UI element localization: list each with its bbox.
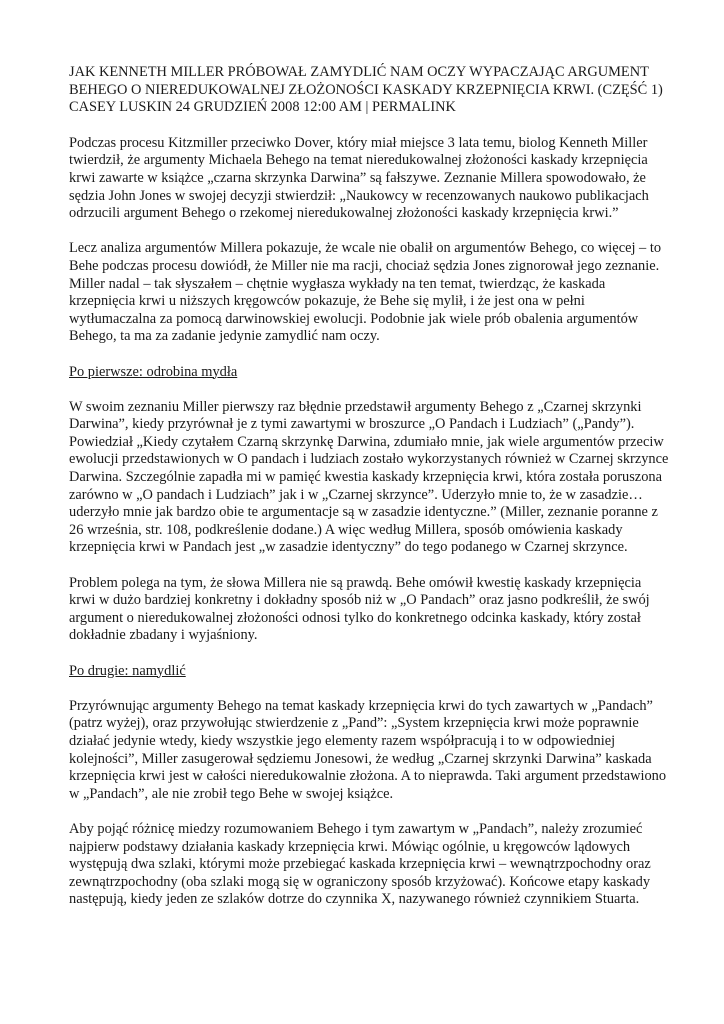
paragraph-section2-2: Aby pojąć różnicę miedzy rozumowaniem Behego i tym zawartym w „Pandach”, należy zrozumieć najpierw podstawy działania kaskady krzepnięcia krwi. Mówiąc ogólnie, u kręgowców lądowych występują dwa szlaki, którymi może przebiegać kaskada krzepnięcia krwi – wewnątrzpochodny oraz zewnątrzpochodny (oba szlaki mogą się w ograniczony sposób krzyżować). Końcowe etapy kaskady następują, kiedy jeden ze szlaków dotrze do czynnika X, nazywanego również czynnikiem Stuarta. <box>69 820 651 908</box>
paragraph-section2-1: Przyrównując argumenty Behego na temat kaskady krzepnięcia krwi do tych zawartych w „Pandach” (patrz wyżej), oraz przywołując stwierdzenie z „Pand”: „System krzepnięcia krwi może poprawnie działać jedynie wtedy, kiedy wszystkie jego elementy razem współpracują i to w odpowiedniej kolejności”, Miller zasugerował sędziemu Jonesowi, że według „Czarnej skrzynki Darwina” kaskada krzepnięcia krwi jest w całości nieredukowalnie złożona. A to nieprawda. Taki argument przedstawiono w „Pandach”, ale nie zrobił tego Behe w swojej książce. <box>69 697 667 802</box>
title-block <box>69 64 669 117</box>
article-byline: CASEY LUSKIN 24 GRUDZIEŃ 2008 12:00 AM | PERMALINK <box>69 99 456 116</box>
paragraph-intro-1: Podczas procesu Kitzmiller przeciwko Dover, który miał miejsce 3 lata temu, biolog Kenneth Miller twierdził, że argumenty Michaela Behego na temat nieredukowalnej złożoności kaskady krzepnięcia krwi zawarte w książce „czarna skrzynka Darwina” są fałszywe. Zeznanie Millera spowodowało, że sędzia John Jones w swojej decyzji stwierdził: „Naukowcy w recenzowanych naukowo publikacjach odrzucili argument Behego o rzekomej nieredukowalnej złożoności kaskady krzepnięcia krwi.” <box>69 134 649 222</box>
paragraph-section1-1: W swoim zeznaniu Miller pierwszy raz błędnie przedstawił argumenty Behego z „Czarnej skrzynki Darwina”, kiedy przyrównał je z tymi zawartymi w broszurce „O Pandach i Ludziach” („Pandy”). Powiedział „Kiedy czytałem Czarną skrzynkę Darwina, zdumiało mnie, jak wiele argumentów przeciw ewolucji przedstawionych w O pandach i ludziach zostało wykorzystanych również w Czarnej skrzynce Darwina. Szczególnie zapadła mi w pamięć kwestia kaskady krzepnięcia krwi, która została poruszona zarówno w „O pandach i Ludziach” jak i w „Czarnej skrzynce”. Uderzyło mnie to, że w zasadzie… uderzyło mnie jak bardzo obie te argumentacje są w zasadzie identyczne.” (Miller, zeznanie poranne z 26 września, str. 108, podkreślenie dodane.) A więc według Millera, sposób omówienia kaskady krzepnięcia krwi w Pandach jest „w zasadzie identyczny” do tego podanego w Czarnej skrzynce. <box>69 398 669 556</box>
section-heading-1: Po pierwsze: odrobina mydła <box>69 363 238 380</box>
paragraph-intro-2: Lecz analiza argumentów Millera pokazuje, że wcale nie obalił on argumentów Behego, co więcej – to Behe podczas procesu dowiódł, że Miller nie ma racji, chociaż sędzia Jones zignorował jego zeznanie. Miller nadal – tak słyszałem – chętnie wygłasza wykłady na ten temat, twierdząc, że kaskada krzepnięcia krwi u niższych kręgowców pokazuje, że Behe się mylił, i że jest ona w pełni wytłumaczalna za pomocą darwinowskiej ewolucji. Podobnie jak wiele prób obalenia argumentów Behego, ta ma za zadanie jedynie zamydlić nam oczy. <box>69 240 662 345</box>
article-title: JAK KENNETH MILLER PRÓBOWAŁ ZAMYDLIĆ NAM OCZY WYPACZAJĄC ARGUMENT BEHEGO O NIEREDUKOWALNEJ ZŁOŻONOŚCI KASKADY KRZEPNIĘCIA KRWI. (CZĘŚĆ 1) <box>69 64 663 98</box>
paragraph-section1-2: Problem polega na tym, że słowa Millera nie są prawdą. Behe omówił kwestię kaskady krzepnięcia krwi w dużo bardziej konkretny i dokładny sposób niż w „O Pandach” oraz jasno podkreślił, że swój argument o nieredukowalnej złożoności odnosi tylko do konkretnego odcinka kaskady, który został dokładnie zbadany i wyjaśniony. <box>69 574 650 644</box>
section-heading-2: Po drugie: namydlić <box>69 662 186 679</box>
document-page <box>69 64 669 927</box>
